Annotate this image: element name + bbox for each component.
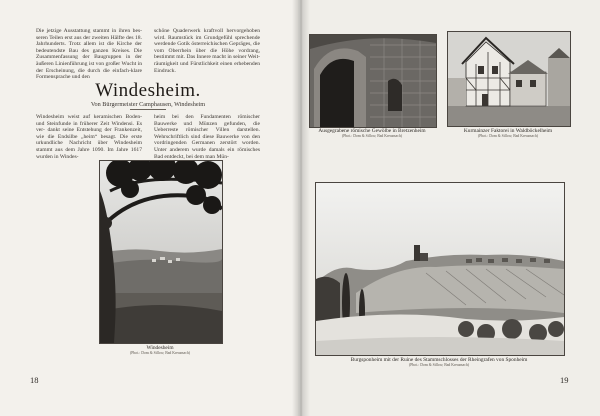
kurmainzer-faktorei-image	[448, 32, 570, 126]
intro-column-left: Die jetzige Ausstattung stammt in ihren bes- seren Teilen erst aus der zweiten Hälfte des 18. Jahrhunderts. Trotz allem ist die Kirche der bedeutendste Bau des ganzen Kreises. Die Zusammenfassung der Baugruppen in der äußeren Linienführung ist von großer Wucht in der Erscheinung, die durch die einfach-klare Formensprache und den	[36, 28, 142, 81]
windesheim-photo-credit: (Phot.: Dom & Sillow, Bad Kreuznach)	[130, 351, 190, 355]
page-number-left: 18	[30, 375, 39, 385]
windesheim-caption	[99, 345, 221, 356]
kurmainzer-faktorei-caption	[447, 128, 569, 139]
book-gutter	[292, 0, 310, 416]
burgsponheim-photo	[315, 182, 565, 356]
article-byline: Von Bürgermeister Camphausen, Windesheim	[90, 101, 206, 108]
roman-vault-caption-title: Ausgegrabene römische Gewölbe in Bretzenheim	[318, 128, 426, 134]
page-number-right: 19	[560, 375, 569, 385]
article-heading: Windesheim.	[95, 80, 201, 101]
left-page	[0, 0, 298, 416]
body-column-right: heim bei den Fundamenten römischer Bauwerke und Münzen gefunden, die Ueberreste römischer Villen darstellen. Wehrschriftlich sind diese Bauwerke von den vordringenden Germanen zerstört worden. Unter anderem wurde damals ein römisches Bad entdeckt, bei dem man Mün-	[154, 114, 260, 160]
burgsponheim-caption-title: Burgsponheim mit der Ruine des Stammschlosses der Rheingrafen von Sponheim	[350, 357, 528, 363]
intro-column-right: schöne Quaderwerk kraftvoll hervorgehoben wird. Raumstück im Grundgefühl sprechende werdende Gotik österreichischen Gepräges, die vom Oberrhein über die Höhe vordrang, bestimmt mit. Das Innere macht in seiner Weit- räumigkeit und Fürstlichkeit einen erhebenden Eindruck.	[154, 28, 261, 74]
right-page	[302, 0, 600, 416]
burgsponheim-photo-credit: (Phot.: Dom & Sillow, Bad Kreuznach)	[409, 363, 469, 367]
roman-vault-caption	[309, 128, 435, 139]
kurmainzer-faktorei-photo-credit: (Phot.: Dom & Sillow, Bad Kreuznach)	[478, 134, 538, 138]
windesheim-caption-title: Windesheim	[146, 345, 174, 351]
burgsponheim-caption	[315, 357, 563, 368]
windesheim-landscape-image	[100, 161, 222, 343]
roman-vault-photo	[309, 34, 437, 128]
body-column-left: Windesheim weist auf keramischen Boden- und Steinfunde in früherer Zeit Windensi. Es ver- dankt seine Entstehung der Frankenzeit, wie die Endsilbe „heim“ besagt. Die erste urkundliche Nachricht über Windesheim stammt aus dem Jahre 1090. Im Jahre 1617 wurden in Windes-	[36, 114, 142, 160]
heading-divider	[130, 109, 166, 110]
burgsponheim-landscape-image	[316, 183, 564, 355]
roman-vault-image	[310, 35, 436, 127]
kurmainzer-faktorei-photo	[447, 31, 571, 127]
kurmainzer-faktorei-caption-title: Kurmainzer Faktorei in Waldböckelheim	[463, 128, 553, 134]
roman-vault-photo-credit: (Phot.: Dom & Sillow, Bad Kreuznach)	[342, 134, 402, 138]
windesheim-photo	[99, 160, 223, 344]
